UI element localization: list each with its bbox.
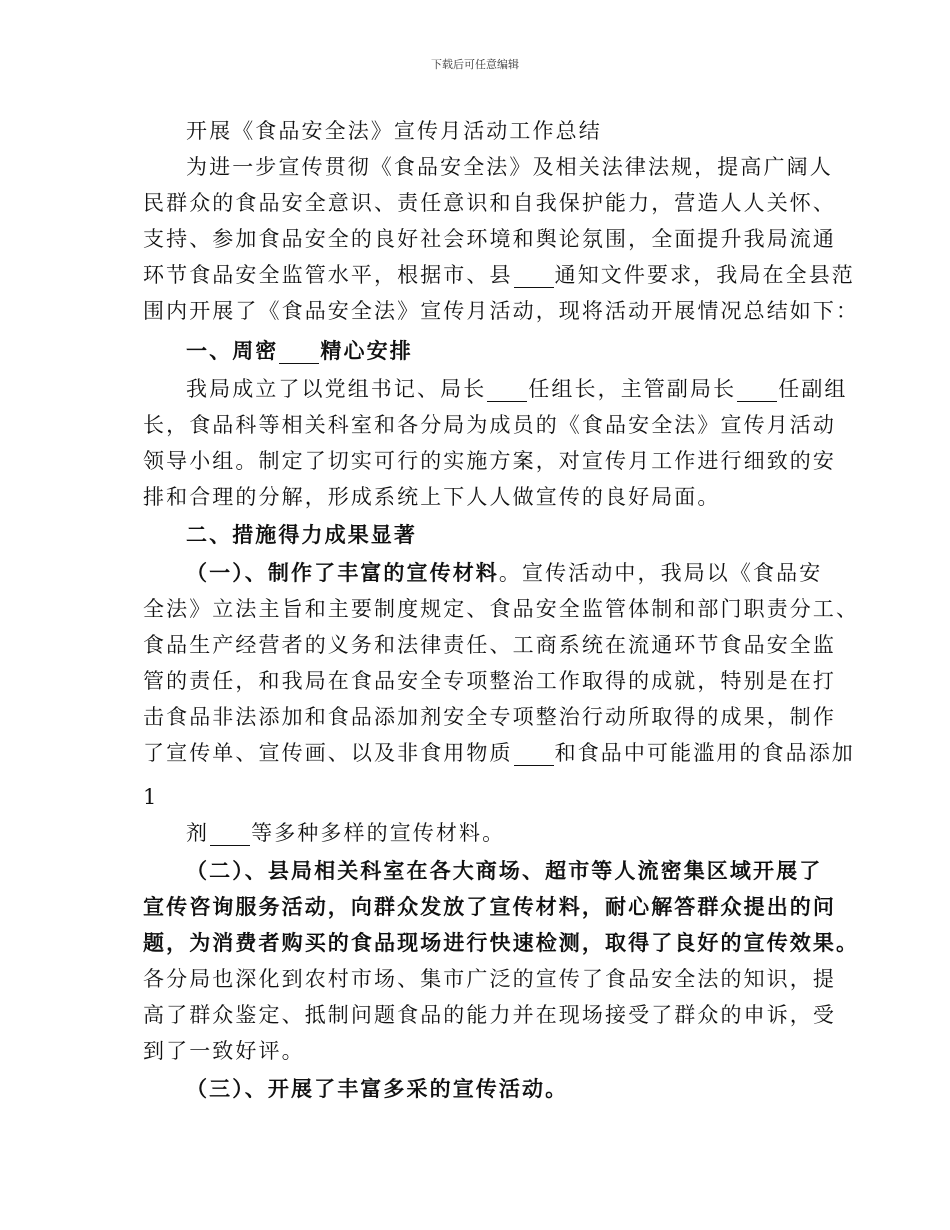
page-header: 下载后可任意编辑 (431, 58, 519, 71)
intro-line-2: 民群众的食品安全意识、责任意识和自我保护能力，营造人人关怀、 (143, 191, 836, 215)
blank-underline (487, 379, 527, 402)
section1-heading: 一、周密 精心安排 (186, 338, 413, 363)
item1-line-3: 食品生产经营者的义务和法律责任、工商系统在流通环节食品安全监 (143, 633, 836, 657)
item2-line-3: 题，为消费者购买的食品现场进行快速检测，取得了良好的宣传效果。 (143, 930, 860, 955)
section1-line-2: 长，食品科等相关科室和各分局为成员的《食品安全法》宣传月活动 (143, 413, 836, 437)
item1-line-5: 击食品非法添加和食品添加剂安全专项整治行动所取得的成果，制作 (143, 705, 836, 729)
section1-line-4: 排和合理的分解，形成系统上下人人做宣传的良好局面。 (143, 485, 721, 509)
item2-line-5: 高了群众鉴定、抵制问题食品的能力并在现场接受了群众的申诉，受 (143, 1003, 836, 1027)
blank-underline (514, 265, 554, 288)
page-number: 1 (143, 785, 157, 809)
blank-underline (279, 341, 319, 364)
intro-line-1: 为进一步宣传贯彻《食品安全法》及相关法律法规，提高广阔人 (186, 155, 833, 179)
section1-line-3: 领导小组。制定了切实可行的实施方案，对宣传月工作进行细致的安 (143, 449, 836, 473)
intro-line-5: 围内开展了《食品安全法》宣传月活动，现将活动开展情况总结如下： (143, 299, 860, 323)
section1-line-1: 我局成立了以党组书记、局长 任组长，主管副局长 任副组 (186, 377, 848, 401)
blank-underline (737, 379, 777, 402)
item2-line-4: 各分局也深化到农村市场、集市广泛的宣传了食品安全法的知识，提 (143, 967, 836, 991)
item3-heading: （三）、开展了丰富多采的宣传活动。 (186, 1076, 569, 1101)
intro-line-4: 环节食品安全监管水平，根据市、县 通知文件要求，我局在全县范 (143, 263, 855, 287)
blank-underline (210, 823, 250, 846)
item1-line-4: 管的责任，和我局在食品安全专项整治工作取得的成就，特别是在打 (143, 669, 836, 693)
item1-line-6: 了宣传单、宣传画、以及非食用物质 和食品中可能滥用的食品添加 (143, 741, 855, 765)
item2-line-2: 宣传咨询服务活动，向群众发放了宣传材料，耐心解答群众提出的问 (143, 894, 836, 919)
item1-line-1: （一）、制作了丰富的宣传材料。宣传活动中，我局以《食品安 (186, 560, 823, 585)
section2-heading: 二、措施得力成果显著 (186, 522, 417, 547)
blank-underline (514, 743, 554, 766)
item2-line-1: （二）、县局相关科室在各大商场、超市等人流密集区域开展了 (186, 858, 823, 883)
intro-line-3: 支持、参加食品安全的良好社会环境和舆论氛围，全面提升我局流通 (143, 227, 836, 251)
item2-line-6: 到了一致好评。 (143, 1039, 305, 1063)
item1-line-7: 剂 等多种多样的宣传材料。 (186, 821, 506, 845)
document-title: 开展《食品安全法》宣传月活动工作总结 (186, 119, 602, 143)
item1-line-2: 全法》立法主旨和主要制度规定、食品安全监管体制和部门职责分工、 (143, 597, 860, 621)
